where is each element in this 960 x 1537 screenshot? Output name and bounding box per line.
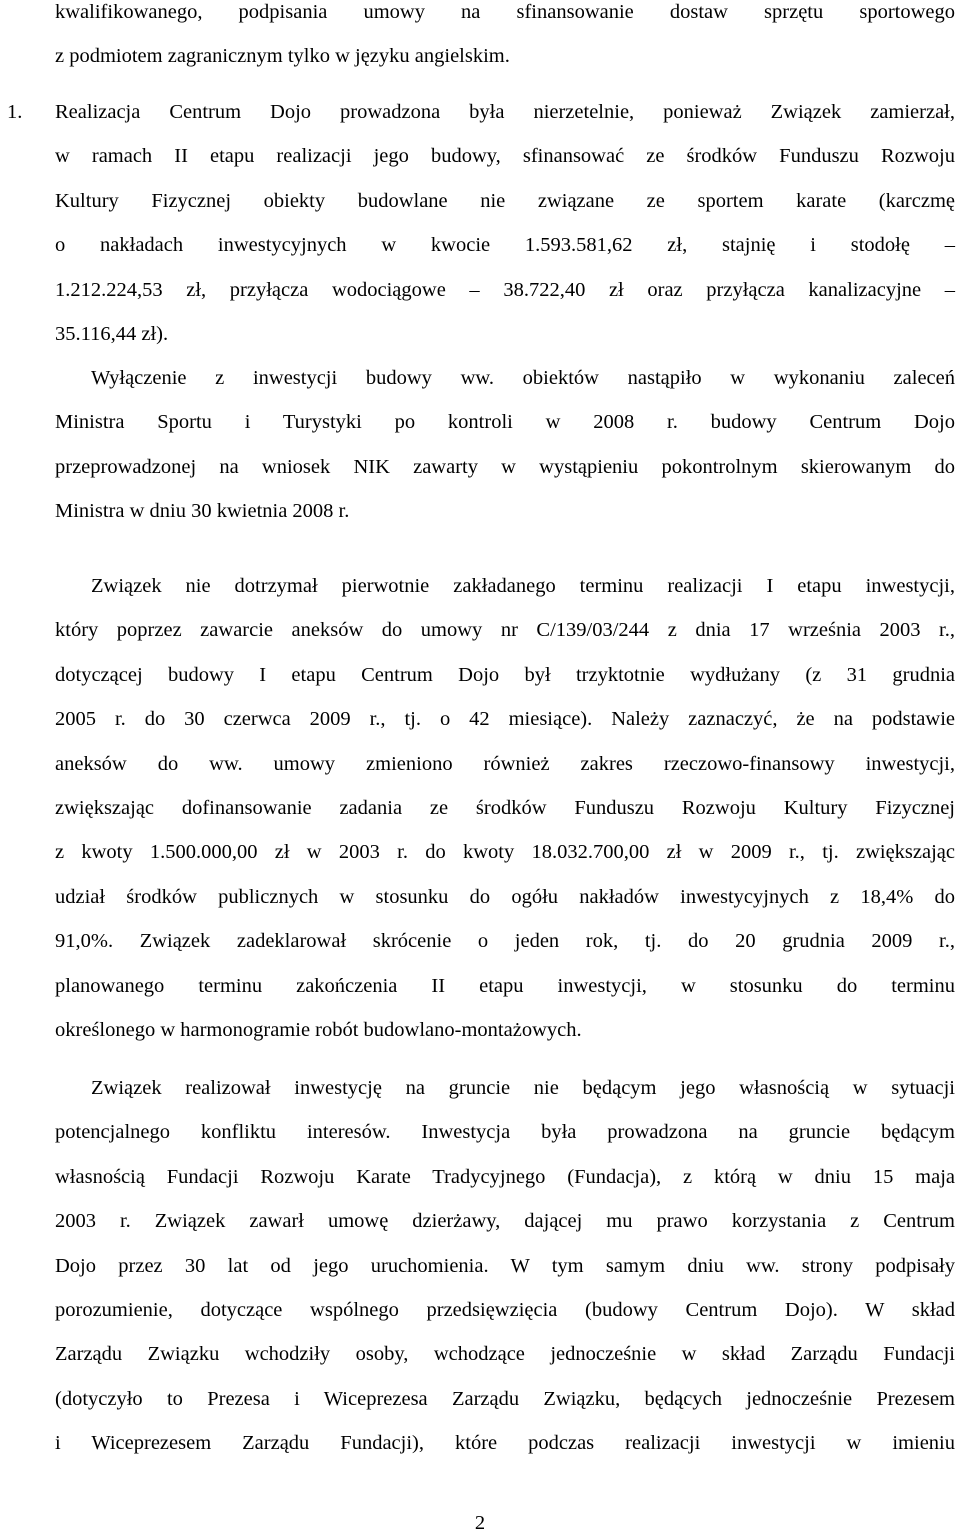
- text-line: planowanego terminu zakończenia II etapu inwestycji, w stosunku do terminu: [55, 974, 955, 997]
- text-line: 2003 r. Związek zawarł umowę dzierżawy, dającej mu prawo korzystania z Centrum: [55, 1210, 955, 1233]
- text-line: Zarządu Związku wchodziły osoby, wchodzące jednocześnie w skład Zarządu Fundacji: [55, 1343, 955, 1366]
- text-line: porozumienie, dotyczące wspólnego przedsięwzięcia (budowy Centrum Dojo). W skład: [55, 1298, 955, 1321]
- text-line: 91,0%. Związek zadeklarował skrócenie o jeden rok, tj. do 20 grudnia 2009 r.,: [55, 930, 955, 953]
- text-line: Kultury Fizycznej obiekty budowlane nie związane ze sportem karate (karczmę: [55, 189, 955, 212]
- text-line: który poprzez zawarcie aneksów do umowy nr C/139/03/244 z dnia 17 września 2003 r.,: [55, 619, 955, 642]
- paragraph-intro: [55, 0, 955, 79]
- text-line: kwalifikowanego, podpisania umowy na sfinansowanie dostaw sprzętu sportowego: [55, 1, 955, 23]
- text-line: 35.116,44 zł).: [55, 322, 169, 345]
- text-line: Związek realizował inwestycję na gruncie nie będącym jego własnością w sytuacji: [91, 1077, 955, 1099]
- text-line: dotyczącej budowy I etapu Centrum Dojo był trzyktotnie wydłużany (z 31 grudnia: [55, 663, 955, 686]
- text-line: Realizacja Centrum Dojo prowadzona była nierzetelnie, ponieważ Związek zamierzał,: [55, 101, 955, 123]
- text-line: przeprowadzonej na wniosek NIK zawarty w wystąpieniu pokontrolnym skierowanym do: [55, 455, 955, 478]
- text-line: 2005 r. do 30 czerwca 2009 r., tj. o 42 miesiące). Należy zaznaczyć, że na podstawie: [55, 708, 955, 731]
- text-line: Ministra w dniu 30 kwietnia 2008 r.: [55, 500, 350, 523]
- text-line: określonego w harmonogramie robót budowlano-montażowych.: [55, 1018, 582, 1041]
- text-line: Dojo przez 30 lat od jego uruchomienia. W tym samym dniu ww. strony podpisały: [55, 1254, 955, 1277]
- page-number: 2: [474, 1512, 486, 1534]
- text-line: z kwoty 1.500.000,00 zł w 2003 r. do kwoty 18.032.700,00 zł w 2009 r., tj. zwiększając: [55, 841, 955, 864]
- text-line: o nakładach inwestycyjnych w kwocie 1.593.581,62 zł, stajnię i stodołę –: [55, 234, 955, 257]
- paragraph-deadline: [55, 564, 955, 1052]
- text-line: własnością Fundacji Rozwoju Karate Tradycyjnego (Fundacja), z którą w dniu 15 maja: [55, 1165, 955, 1188]
- text-line: aneksów do ww. umowy zmieniono również zakres rzeczowo-finansowy inwestycji,: [55, 752, 955, 775]
- text-line: potencjalnego konfliktu interesów. Inwestycja była prowadzona na gruncie będącym: [55, 1121, 955, 1144]
- list-item-point-1: [7, 90, 955, 356]
- list-marker: 1.: [7, 101, 23, 123]
- text-line: z podmiotem zagranicznym tylko w języku angielskim.: [55, 45, 510, 68]
- text-line: udział środków publicznych w stosunku do ogółu nakładów inwestycyjnych z 18,4% do: [55, 885, 955, 908]
- text-line: Ministra Sportu i Turystyki po kontroli w 2008 r. budowy Centrum Dojo: [55, 411, 955, 434]
- text-line: 1.212.224,53 zł, przyłącza wodociągowe – 38.722,40 zł oraz przyłącza kanalizacyjne –: [55, 278, 955, 301]
- text-line: zwiększając dofinansowanie zadania ze środków Funduszu Rozwoju Kultury Fizycznej: [55, 796, 955, 819]
- text-line: i Wiceprezesem Zarządu Fundacji), które podczas realizacji inwestycji w imieniu: [55, 1432, 955, 1455]
- text-line: w ramach II etapu realizacji jego budowy, sfinansować ze środków Funduszu Rozwoju: [55, 145, 955, 168]
- paragraph-land: [55, 1066, 955, 1466]
- text-line: (dotyczyło to Prezesa i Wiceprezesa Zarządu Związku, będących jednocześnie Prezesem: [55, 1387, 955, 1410]
- text-line: Związek nie dotrzymał pierwotnie zakładanego terminu realizacji I etapu inwestycji,: [91, 575, 955, 597]
- paragraph-exclusion: [55, 356, 955, 534]
- text-line: Wyłączenie z inwestycji budowy ww. obiektów nastąpiło w wykonaniu zaleceń: [91, 367, 955, 389]
